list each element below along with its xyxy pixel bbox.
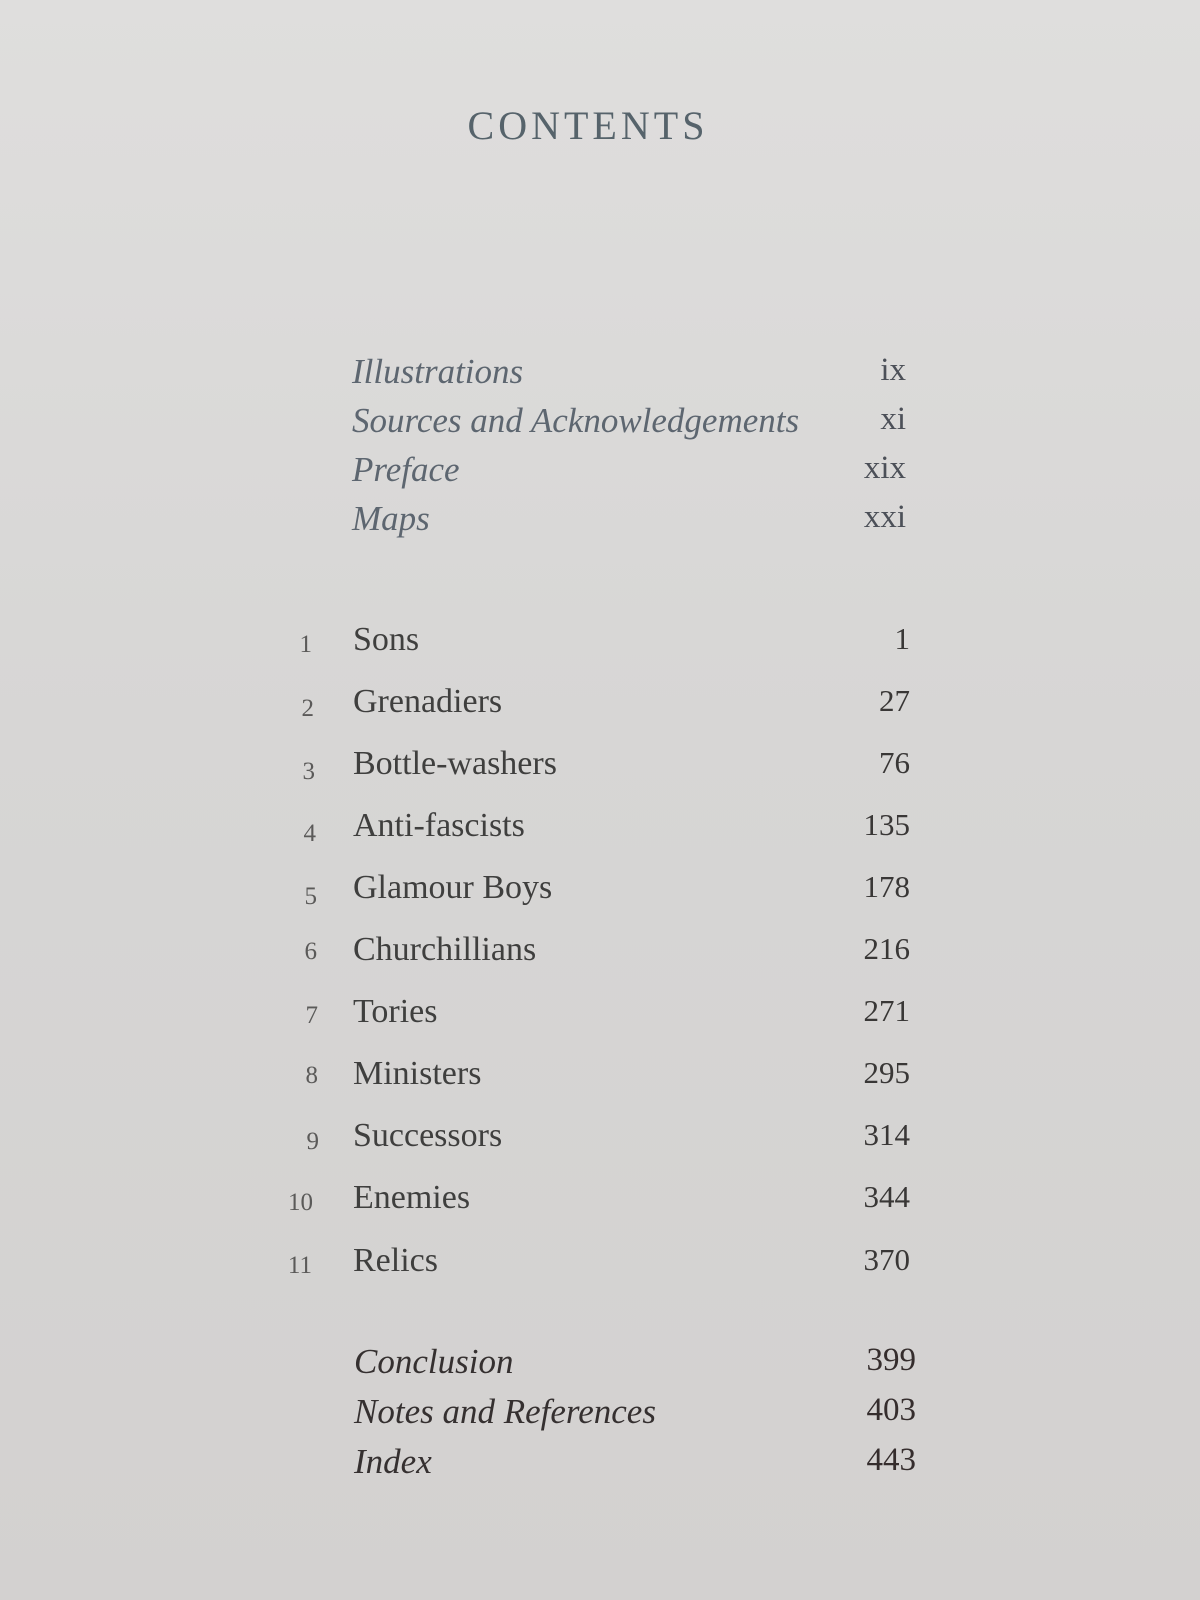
chapter-entry xyxy=(0,1242,1200,1292)
contents-title: CONTENTS xyxy=(467,103,709,148)
chapter-title: Bottle-washers xyxy=(353,745,557,782)
entry-page-number: 403 xyxy=(866,1392,916,1428)
chapter-page-number: 370 xyxy=(863,1242,910,1277)
chapter-number: 9 xyxy=(306,1128,319,1155)
chapter-page-number: 295 xyxy=(863,1055,910,1090)
chapter-entry xyxy=(0,869,1200,919)
chapter-page-number: 1 xyxy=(894,621,910,656)
chapter-page-number: 271 xyxy=(863,993,910,1028)
chapter-title: Churchillians xyxy=(353,931,537,968)
chapter-title: Ministers xyxy=(353,1055,482,1092)
chapter-title: Tories xyxy=(353,993,438,1030)
chapter-entry xyxy=(0,807,1200,857)
chapter-page-number: 135 xyxy=(863,807,910,842)
front-matter-entry xyxy=(0,450,1200,500)
chapter-title: Grenadiers xyxy=(353,683,503,720)
chapter-page-number: 76 xyxy=(879,745,910,780)
chapter-page-number: 27 xyxy=(879,683,910,718)
chapter-number: 8 xyxy=(305,1062,318,1089)
entry-page-number: ix xyxy=(880,352,906,388)
chapter-entry xyxy=(0,1117,1200,1167)
chapter-number: 11 xyxy=(287,1252,312,1279)
entry-label: Sources and Acknowledgements xyxy=(352,401,800,440)
chapter-entry xyxy=(0,683,1200,733)
chapter-number: 10 xyxy=(288,1189,313,1216)
chapter-entry xyxy=(0,621,1200,671)
chapter-page-number: 344 xyxy=(863,1179,910,1214)
entry-page-number: xxi xyxy=(863,499,906,535)
chapter-entry xyxy=(0,993,1200,1043)
chapter-entry xyxy=(0,931,1200,981)
front-matter-entry xyxy=(0,499,1200,549)
entry-label: Illustrations xyxy=(352,352,524,391)
chapter-entry xyxy=(0,745,1200,795)
entry-label: Notes and References xyxy=(354,1392,656,1431)
front-matter-entry xyxy=(0,401,1200,451)
chapter-title: Relics xyxy=(353,1242,438,1279)
chapter-title: Glamour Boys xyxy=(353,869,553,906)
entry-label: Conclusion xyxy=(354,1342,514,1381)
entry-page-number: xix xyxy=(863,450,906,486)
entry-label: Maps xyxy=(352,499,430,538)
chapter-number: 7 xyxy=(305,1002,318,1029)
chapter-number: 5 xyxy=(304,883,317,910)
back-matter-entry xyxy=(0,1442,1200,1492)
chapter-entry xyxy=(0,1179,1200,1229)
back-matter-entry xyxy=(0,1392,1200,1442)
chapter-title: Enemies xyxy=(353,1179,471,1216)
chapter-page-number: 314 xyxy=(863,1117,910,1152)
chapter-entry xyxy=(0,1055,1200,1105)
entry-label: Preface xyxy=(352,450,460,489)
back-matter-entry xyxy=(0,1342,1200,1392)
chapter-number: 1 xyxy=(299,631,312,658)
entry-page-number: 443 xyxy=(866,1442,916,1478)
chapter-number: 6 xyxy=(304,938,317,965)
front-matter-entry xyxy=(0,352,1200,402)
entry-label: Index xyxy=(354,1442,432,1481)
chapter-title: Sons xyxy=(353,621,420,658)
entry-page-number: 399 xyxy=(866,1342,916,1378)
chapter-number: 4 xyxy=(303,820,316,847)
chapter-page-number: 178 xyxy=(863,869,910,904)
chapter-number: 2 xyxy=(301,695,314,722)
chapter-title: Anti-fascists xyxy=(353,807,525,844)
chapter-number: 3 xyxy=(302,758,315,785)
chapter-title: Successors xyxy=(353,1117,503,1154)
chapter-page-number: 216 xyxy=(863,931,910,966)
entry-page-number: xi xyxy=(880,401,906,437)
